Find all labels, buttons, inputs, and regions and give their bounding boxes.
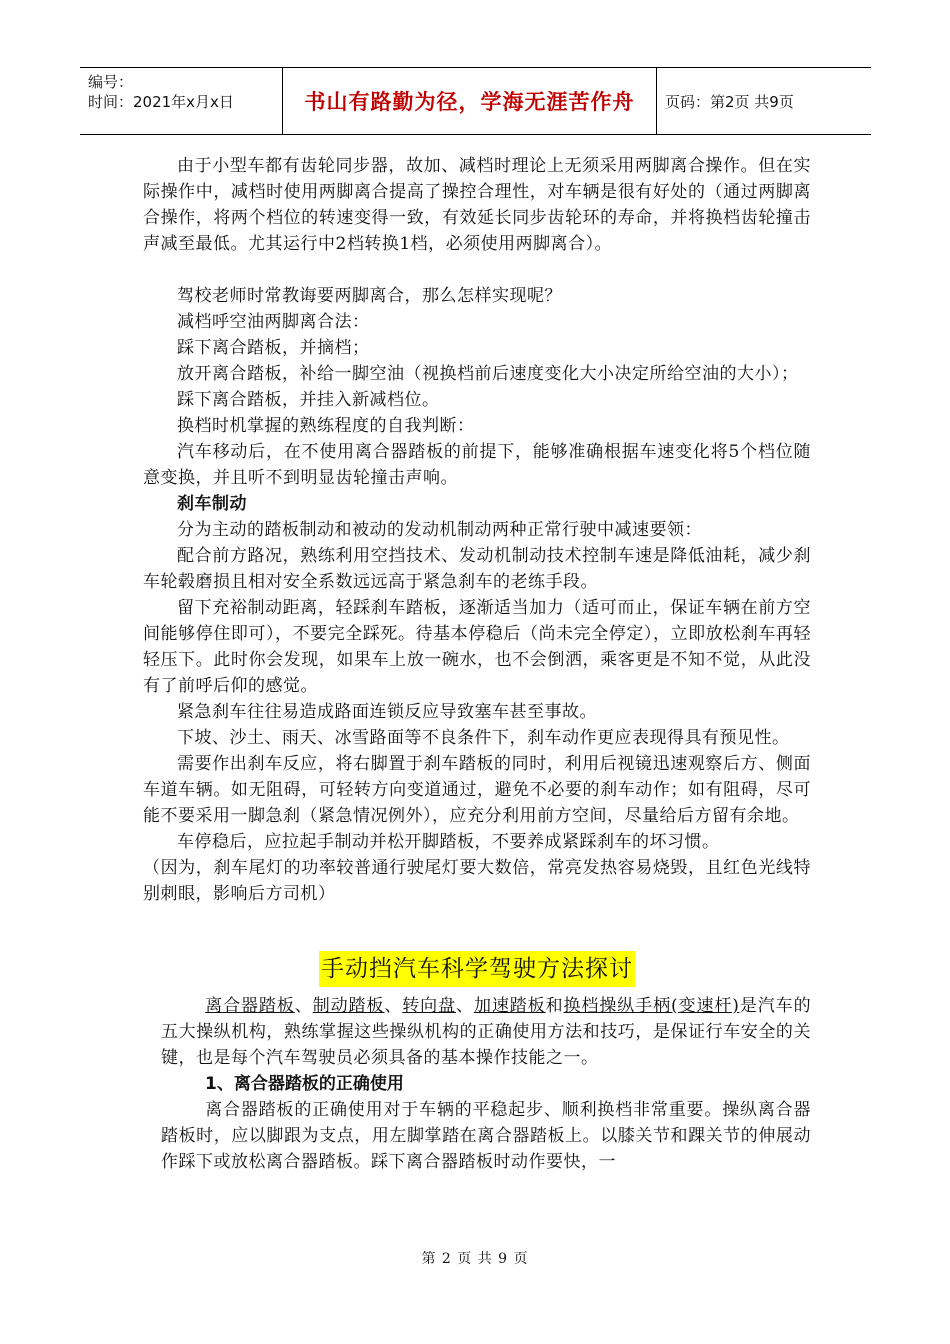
paragraph: 由于小型车都有齿轮同步器，故加、减档时理论上无须采用两脚离合操作。但在实际操作中，减档时使用两脚离合提高了操控合理性，对车辆是很有好处的（通过两脚离合操作，将两个档位的转速变得一致，有效延长同步齿轮环的寿命，并将换档齿轮撞击声减至最低。尤其运行中2档转换1档，必须使用两脚离合）。	[143, 156, 811, 254]
paragraph: 配合前方路况，熟练利用空挡技术、发动机制动技术控制车速是降低油耗，减少刹车轮毂磨损且相对安全系数远远高于紧急刹车的老练手段。	[143, 546, 811, 592]
section-heading-brake: 刹车制动	[177, 494, 247, 514]
paragraph: 踩下离合踏板，并摘档；	[177, 338, 370, 358]
paragraph: 离合器踏板的正确使用对于车辆的平稳起步、顺利换档非常重要。操纵离合器踏板时，应以脚跟为支点，用左脚掌踏在离合器踏板上。以膝关节和踝关节的伸展动作踩下或放松离合器踏板。踩下离合器踏板时动作要快，一	[161, 1100, 811, 1172]
paragraph: 减档呼空油两脚离合法：	[177, 312, 370, 332]
link-steering-wheel[interactable]: 转向盘	[402, 996, 457, 1016]
paragraph: 汽车移动后，在不使用离合器踏板的前提下，能够准确根据车速变化将5个档位随意变换，并且听不到明显齿轮撞击声响。	[143, 442, 811, 488]
article-title: 手动挡汽车科学驾驶方法探讨	[319, 951, 635, 987]
link-accelerator-pedal[interactable]: 加速踏板	[473, 996, 546, 1016]
link-gear-lever[interactable]: 换档操纵手柄(变速杆)	[563, 996, 740, 1016]
paragraph: 放开离合踏板，补给一脚空油（视换档前后速度变化大小决定所给空油的大小）；	[177, 364, 799, 384]
header-motto: 书山有路勤为径，学海无涯苦作舟	[283, 68, 657, 134]
page-header	[80, 67, 871, 135]
document-body	[143, 153, 811, 1175]
intro-paragraph: 离合器踏板、制动踏板、转向盘、加速踏板和换档操纵手柄(变速杆)是汽车的五大操纵机构，熟练掌握这些操纵机构的正确使用方法和技巧，是保证行车安全的关键，也是每个汽车驾驶员必须具备的基本操作技能之一。	[161, 996, 812, 1068]
document-number-label: 编号：	[88, 73, 134, 91]
paragraph: （因为，刹车尾灯的功率较普通行驶尾灯要大数倍，常亮发热容易烧毁，且红色光线特别刺眼，影响后方司机）	[143, 858, 811, 904]
paragraph: 车停稳后，应拉起手制动并松开脚踏板，不要养成紧踩刹车的坏习惯。	[177, 832, 720, 852]
paragraph: 换档时机掌握的熟练程度的自我判断：	[177, 416, 475, 436]
header-page-label: 页码：第2页 共9页	[665, 92, 794, 111]
paragraph: 需要作出刹车反应，将右脚置于刹车踏板的同时，利用后视镜迅速观察后方、侧面车道车辆。如无阻碍，可轻转方向变道通过，避免不必要的刹车动作；如有阻碍，尽可能不要采用一脚急刹（紧急情况例外），应充分利用前方空间，尽量给后方留有余地。	[143, 754, 811, 826]
paragraph: 驾校老师时常教诲要两脚离合，那么怎样实现呢？	[177, 286, 562, 306]
page-footer: 第 2 页 共 9 页	[421, 1251, 529, 1267]
paragraph: 下坡、沙土、雨天、冰雪路面等不良条件下，刹车动作更应表现得具有预见性。	[177, 728, 790, 748]
paragraph: 留下充裕制动距离，轻踩刹车踏板，逐渐适当加力（适可而止，保证车辆在前方空间能够停住即可），不要完全踩死。待基本停稳后（尚未完全停定），立即放松刹车再轻轻压下。此时你会发现，如果车上放一碗水，也不会倒洒，乘客更是不知不觉，从此没有了前呼后仰的感觉。	[143, 598, 811, 696]
date-label: 时间：2021年x月x日	[88, 93, 234, 111]
link-brake-pedal[interactable]: 制动踏板	[312, 996, 385, 1016]
link-clutch-pedal[interactable]: 离合器踏板	[205, 996, 295, 1016]
paragraph: 分为主动的踏板制动和被动的发动机制动两种正常行驶中减速要领：	[177, 520, 702, 540]
article-title-wrap	[143, 951, 811, 987]
paragraph: 踩下离合踏板，并挂入新减档位。	[177, 390, 440, 410]
paragraph: 紧急刹车往往易造成路面连锁反应导致塞车甚至事故。	[177, 702, 597, 722]
subheading-clutch: 1、离合器踏板的正确使用	[205, 1074, 404, 1094]
header-info	[80, 68, 283, 134]
